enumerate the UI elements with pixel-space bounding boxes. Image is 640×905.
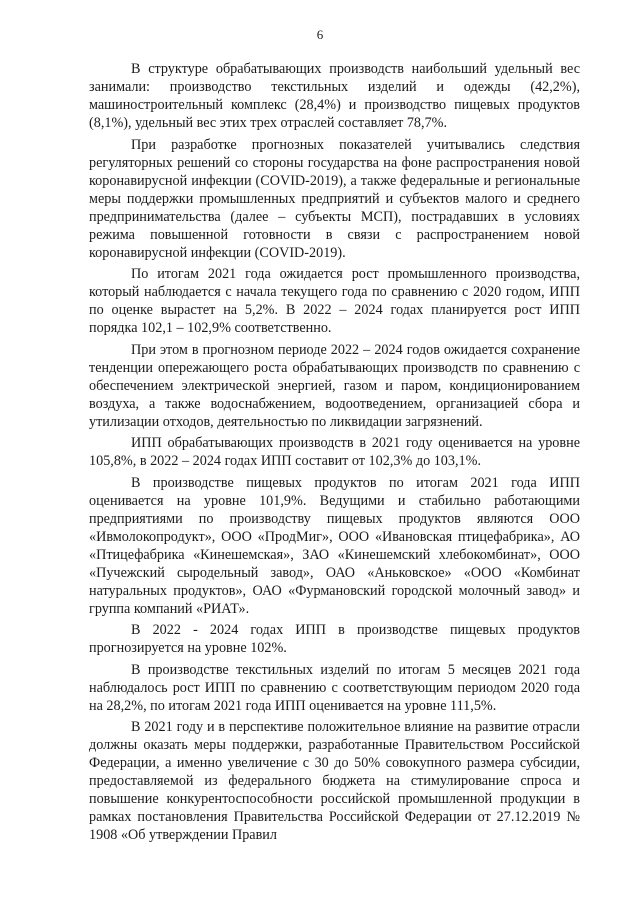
paragraph-food-production: В производстве пищевых продуктов по итогам 2021 года ИПП оценивается на уровне 101,9%. Ведущими и стабильно работающими предприятиями по производству пищевых продуктов являются ООО «Ивмолокопродукт», ООО «ПродМиг», ООО «Ивановская птицефабрика», АО «Птицефабрика «Кинешемская», ЗАО «Кинешемский хлебокомбинат», ООО «Пучежский сыродельный завод», ОАО «Аньковское» «ООО «Комбинат натуральных продуктов», ОАО «Фурмановский городской молочный завод» и группа компаний «РИАТ». (89, 474, 580, 617)
paragraph-support-measures: В 2021 году и в перспективе положительное влияние на развитие отрасли должны оказать меры поддержки, разработанные Правительством Российской Федерации, а именно увеличение с 30 до 50% совокупного размера субсидии, предоставляемой из федерального бюджета на стимулирование спроса и повышение конкурентоспособности российской промышленной продукции в рамках постановления Правительства Российской Федерации от 27.12.2019 № 1908 «Об утверждении Правил (89, 719, 580, 843)
paragraph-forecast-factors: При разработке прогнозных показателей учитывались следствия регуляторных решений со стороны государства на фоне распространения новой коронавирусной инфекции (COVID-2019), а также федеральные и региональные меры поддержки промышленных предприятий и субъектов малого и среднего предпринимательства (далее – субъекты МСП), пострадавших в условиях режима повышенной готовности в связи с распространением новой коронавирусной инфекции (COVID-2019). (89, 136, 580, 261)
paragraph-2021-growth: По итогам 2021 года ожидается рост промышленного производства, который наблюдается с начала текущего года по сравнению с 2020 годом, ИПП по оценке вырастет на 5,2%. В 2022 – 2024 годах планируется рост ИПП порядка 102,1 – 102,9% соответственно. (89, 266, 580, 336)
page-number: 6 (316, 27, 324, 42)
paragraph-food-forecast: В 2022 - 2024 годах ИПП в производстве пищевых продуктов прогнозируется на уровне 102%. (89, 622, 580, 656)
paragraph-textile-production: В производстве текстильных изделий по итогам 5 месяцев 2021 года наблюдалось рост ИПП по сравнению с соответствующим периодом 2020 года на 28,2%, по итогам 2021 года ИПП оценивается на уровне 111,5%. (89, 661, 580, 714)
paragraph-forecast-period: При этом в прогнозном периоде 2022 – 2024 годов ожидается сохранение тенденции опережающего роста обрабатывающих производств по сравнению с обеспечением электрической энергией, газом и паром, кондиционированием воздуха, а также водоснабжением, водоотведением, организацией сбора и утилизации отходов, деятельностью по ликвидации загрязнений. (89, 341, 580, 430)
paragraph-manufacturing-ipp: ИПП обрабатывающих производств в 2021 году оценивается на уровне 105,8%, в 2022 – 2024 годах ИПП составит от 102,3% до 103,1%. (89, 435, 580, 469)
paragraph-industry-structure: В структуре обрабатывающих производств наибольший удельный вес занимали: производство текстильных изделий и одежды (42,2%), машиностроительный комплекс (28,4%) и производство пищевых продуктов (8,1%), удельный вес этих трех отраслей составляет 78,7%. (89, 61, 580, 131)
document-body (89, 60, 580, 848)
